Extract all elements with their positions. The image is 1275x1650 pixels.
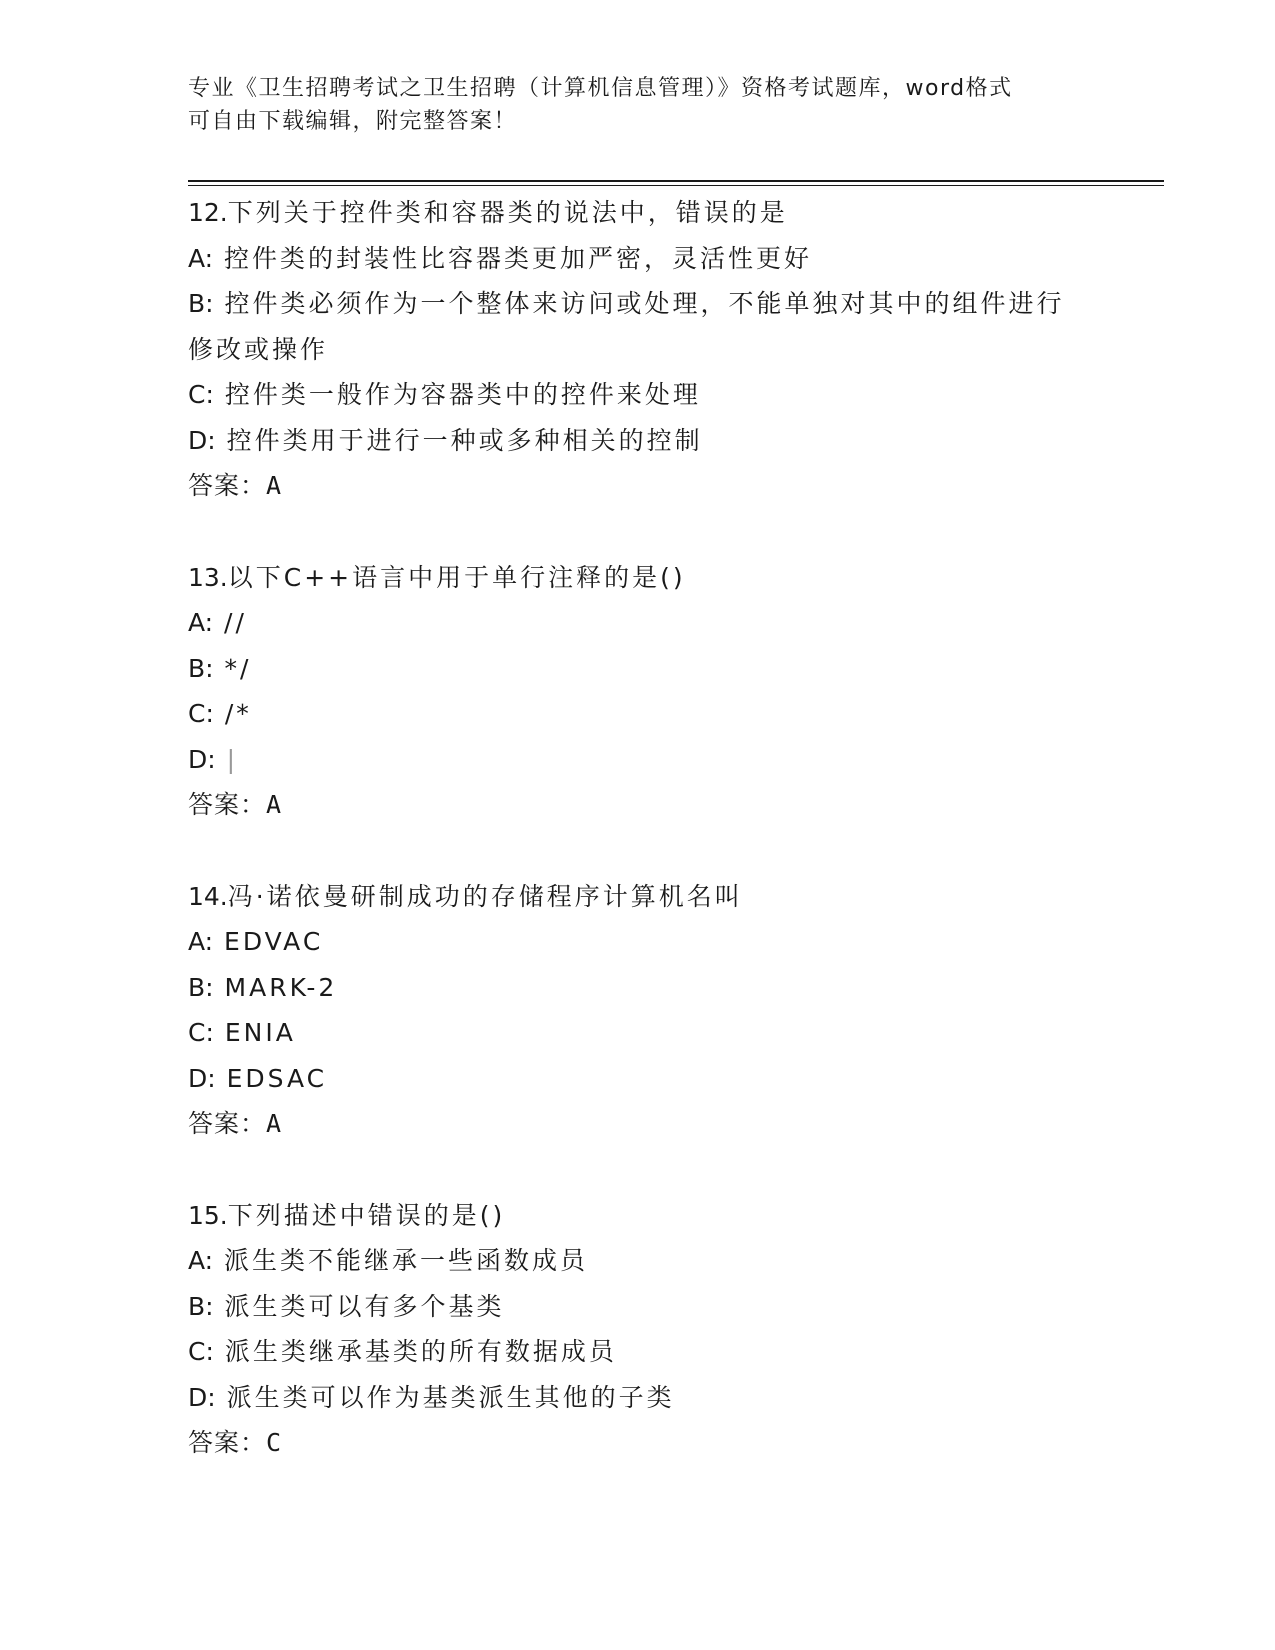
question-14: [188, 874, 1168, 1147]
option-c: [188, 1329, 1168, 1375]
option-text: 控件类必须作为一个整体来访问或处理，不能单独对其中的组件进行修改或操作: [188, 289, 1065, 364]
answer-label: 答案：: [188, 471, 267, 500]
option-a: [188, 1238, 1168, 1284]
answer-value: A: [266, 790, 283, 819]
answer-label: 答案：: [188, 790, 267, 819]
option-letter: C:: [188, 1018, 214, 1047]
question-stem: [188, 1193, 1168, 1239]
header-divider-thick: [188, 180, 1164, 182]
question-number: 13.: [188, 562, 228, 592]
option-d: [188, 737, 1168, 783]
question-stem: [188, 190, 1168, 236]
document-header: [188, 72, 1088, 138]
option-letter: D:: [188, 1063, 216, 1093]
option-a: [188, 919, 1168, 965]
option-text: */: [224, 653, 252, 683]
option-text: EDSAC: [226, 1063, 328, 1093]
header-line-2: 可自由下载编辑，附完整答案！: [188, 109, 518, 134]
option-letter: A:: [188, 608, 214, 637]
option-text: //: [224, 608, 247, 637]
option-letter: B:: [188, 1291, 214, 1321]
option-d: [188, 1056, 1168, 1102]
option-text: MARK-2: [224, 972, 338, 1002]
answer-value: A: [266, 471, 283, 500]
option-letter: C:: [188, 699, 214, 728]
option-letter: D:: [188, 1382, 216, 1412]
option-c: [188, 372, 1168, 418]
question-12: [188, 190, 1168, 509]
option-c: [188, 691, 1168, 737]
answer-line: [188, 1420, 1168, 1466]
option-letter: B:: [188, 653, 214, 683]
option-letter: B:: [188, 289, 214, 318]
option-b: [188, 646, 1168, 692]
option-a: [188, 600, 1168, 646]
option-text: 派生类可以作为基类派生其他的子类: [226, 1382, 675, 1412]
question-number: 15.: [188, 1200, 228, 1230]
option-text: ENIA: [224, 1018, 296, 1047]
option-b: [188, 965, 1168, 1011]
option-letter: C:: [188, 380, 214, 409]
header-line-1: 专业《卫生招聘考试之卫生招聘（计算机信息管理）》资格考试题库，word格式: [188, 76, 1013, 101]
option-letter: A:: [188, 1246, 214, 1275]
question-text: 下列关于控件类和容器类的说法中，错误的是: [227, 198, 788, 227]
option-text: |: [226, 744, 239, 774]
option-b: [188, 1284, 1168, 1330]
answer-label: 答案：: [188, 1109, 267, 1138]
question-text: 冯·诺依曼研制成功的存储程序计算机名叫: [227, 881, 743, 911]
option-letter: D:: [188, 425, 216, 455]
option-text: 控件类的封装性比容器类更加严密，灵活性更好: [224, 243, 813, 273]
question-number: 14.: [188, 881, 228, 911]
answer-label: 答案：: [188, 1428, 267, 1457]
header-divider-thin: [188, 185, 1164, 186]
answer-line: [188, 463, 1168, 509]
option-d: [188, 1375, 1168, 1421]
question-15: [188, 1193, 1168, 1466]
option-b: [188, 281, 1068, 372]
question-stem: [188, 555, 1168, 601]
answer-value: C: [266, 1428, 283, 1457]
option-text: 派生类继承基类的所有数据成员: [224, 1337, 617, 1366]
option-c: [188, 1010, 1168, 1056]
option-text: 控件类用于进行一种或多种相关的控制: [226, 425, 703, 455]
question-list: [188, 190, 1168, 1512]
answer-line: [188, 782, 1168, 828]
option-d: [188, 418, 1168, 464]
question-text: 下列描述中错误的是(): [227, 1200, 506, 1230]
option-letter: A:: [188, 927, 214, 956]
option-letter: D:: [188, 744, 216, 774]
option-letter: A:: [188, 243, 214, 273]
answer-value: A: [266, 1109, 283, 1138]
option-text: 派生类可以有多个基类: [224, 1291, 505, 1321]
question-number: 12.: [188, 198, 228, 227]
option-letter: B:: [188, 972, 214, 1002]
question-text: 以下C++语言中用于单行注释的是(): [227, 562, 686, 592]
option-text: /*: [224, 699, 252, 728]
option-letter: C:: [188, 1337, 214, 1366]
answer-line: [188, 1101, 1168, 1147]
option-text: 派生类不能继承一些函数成员: [224, 1246, 589, 1275]
option-text: EDVAC: [224, 927, 324, 956]
option-a: [188, 236, 1168, 282]
question-stem: [188, 874, 1168, 920]
option-text: 控件类一般作为容器类中的控件来处理: [224, 380, 701, 409]
question-13: [188, 555, 1168, 828]
